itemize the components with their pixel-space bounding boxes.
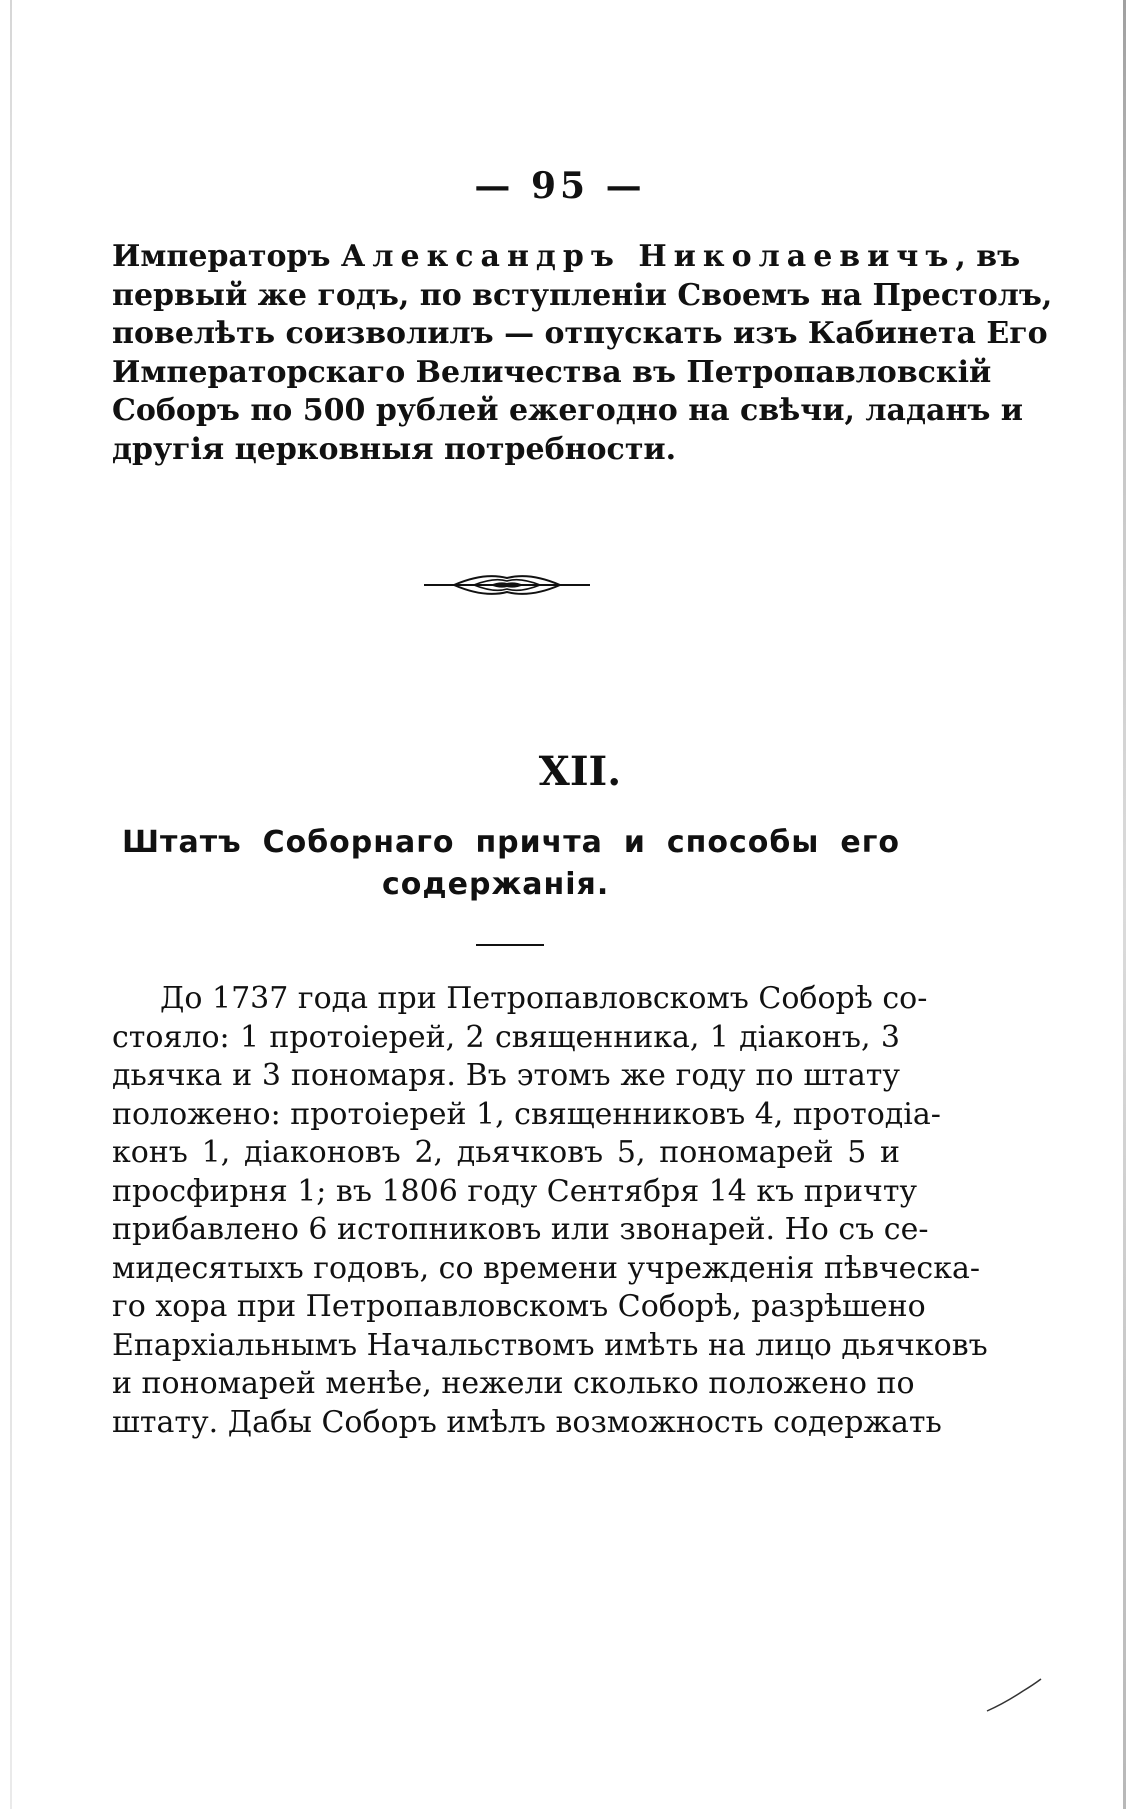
section-title <box>122 822 900 906</box>
section-title-line: содержанія. <box>382 867 610 902</box>
paragraph-line: Епархіальнымъ Начальствомъ имѣть на лицо дьячковъ <box>112 1327 988 1363</box>
paragraph-line: первый же годъ, по вступленіи Своемъ на Престолъ, <box>112 277 1053 313</box>
paragraph-line: прибавлено 6 истопниковъ или звонарей. Но съ се- <box>112 1212 929 1247</box>
pencil-mark-icon <box>985 1675 1045 1715</box>
paragraph-line: другія церковныя потребности. <box>112 431 677 467</box>
scan-edge-right <box>1123 0 1126 1809</box>
top-paragraph <box>112 238 1053 469</box>
paragraph-line: положено: протоіерей 1, священниковъ 4, протодіа- <box>112 1096 941 1132</box>
paragraph-line: Императорскаго Величества въ Петропавловскій <box>112 354 992 390</box>
paragraph-line: просфирня 1; въ 1806 году Сентября 14 къ причту <box>112 1173 918 1209</box>
paragraph-line: мидесятыхъ годовъ, со времени учрежденія пѣвческа- <box>112 1250 980 1286</box>
paragraph-line: Императоръ Александръ Николаевичъ, въ <box>112 239 1021 274</box>
paragraph-line: стояло: 1 протоіерей, 2 священника, 1 діаконъ, 3 <box>112 1019 900 1055</box>
body-paragraph <box>112 980 988 1442</box>
paragraph-line: конъ 1, діаконовъ 2, дьячковъ 5, пономарей 5 и <box>112 1135 900 1170</box>
paragraph-line: До 1737 года при Петропавловскомъ Соборѣ со- <box>160 981 928 1016</box>
page-number: — 95 — <box>474 165 646 207</box>
paragraph-line: го хора при Петропавловскомъ Соборѣ, разрѣшено <box>112 1289 926 1324</box>
paragraph-line: повелѣть соизволилъ — отпускать изъ Кабинета Его <box>112 316 1048 351</box>
spaced-name: Александръ Николаевичъ <box>340 239 956 274</box>
paragraph-line: и пономарей менѣе, нежели сколько положено по <box>112 1366 915 1401</box>
paragraph-line: штату. Дабы Соборъ имѣлъ возможность содержать <box>112 1404 942 1440</box>
paragraph-line: Соборъ по 500 рублей ежегодно на свѣчи, ладанъ и <box>112 393 1024 428</box>
section-number: XII. <box>538 748 622 795</box>
title-rule <box>476 944 544 946</box>
scan-edge-left <box>10 0 12 1809</box>
section-title-line: Штатъ Соборнаго причта и способы его <box>122 825 900 860</box>
paragraph-line: дьячка и 3 пономаря. Въ этомъ же году по штату <box>112 1058 900 1093</box>
ornament-divider-icon <box>424 570 590 600</box>
